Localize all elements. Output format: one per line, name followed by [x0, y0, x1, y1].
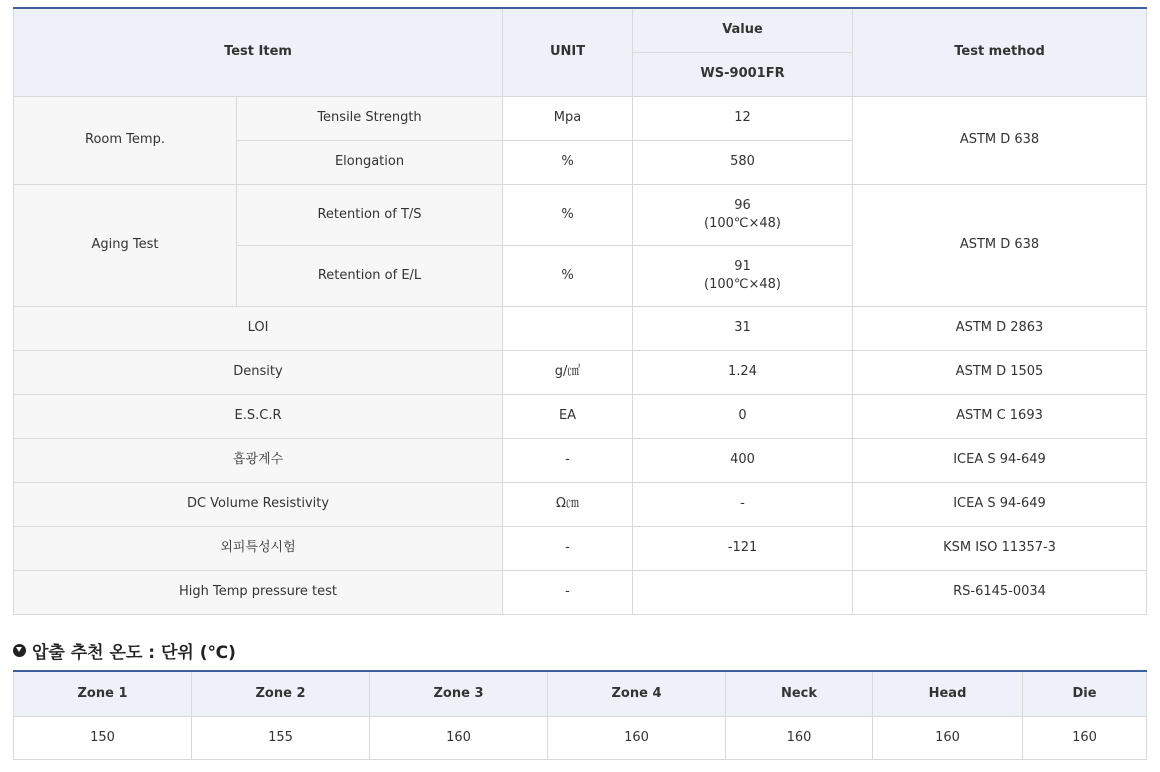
zone-header: Zone 4: [548, 671, 726, 717]
zone-value: 160: [873, 717, 1023, 760]
value-number: 91: [734, 258, 751, 274]
value-cell: 0: [633, 394, 853, 438]
item-cell: High Temp pressure test: [14, 570, 503, 614]
zone-value: 150: [14, 717, 192, 760]
section-title-text: 압출 추천 온도 : 단위 (℃): [32, 642, 236, 663]
item-cell: 흡광계수: [14, 438, 503, 482]
unit-cell: [503, 306, 633, 350]
zone-header: Zone 1: [14, 671, 192, 717]
value-cell: 31: [633, 306, 853, 350]
item-cell: 외피특성시험: [14, 526, 503, 570]
group-aging-test: Aging Test: [14, 184, 237, 306]
group-room-temp: Room Temp.: [14, 96, 237, 184]
zone-value: 160: [1023, 717, 1147, 760]
circle-down-arrow-icon: [13, 644, 26, 657]
spec-table-container: [13, 7, 1146, 615]
zones-table: [13, 670, 1147, 760]
unit-cell: %: [503, 245, 633, 306]
zone-header: Zone 3: [370, 671, 548, 717]
method-cell: ASTM D 638: [853, 184, 1147, 306]
spec-table: [13, 7, 1147, 615]
header-test-method: Test method: [853, 8, 1147, 96]
value-condition: (100℃×48): [704, 215, 782, 231]
method-cell: KSM ISO 11357-3: [853, 526, 1147, 570]
header-value: Value: [633, 8, 853, 52]
zones-table-container: [13, 670, 1146, 760]
unit-cell: -: [503, 570, 633, 614]
table-row: [14, 570, 1147, 614]
item-cell: Elongation: [237, 140, 503, 184]
zone-value: 160: [726, 717, 873, 760]
zone-value: 155: [192, 717, 370, 760]
value-cell: [633, 245, 853, 306]
table-row: [14, 96, 1147, 140]
item-cell: DC Volume Resistivity: [14, 482, 503, 526]
unit-cell: Mpa: [503, 96, 633, 140]
unit-cell: g/㎤: [503, 350, 633, 394]
table-row: [14, 526, 1147, 570]
method-cell: RS-6145-0034: [853, 570, 1147, 614]
method-cell: ICEA S 94-649: [853, 438, 1147, 482]
table-row: [14, 482, 1147, 526]
value-condition: (100℃×48): [704, 276, 782, 292]
header-product: WS-9001FR: [633, 52, 853, 96]
header-unit: UNIT: [503, 8, 633, 96]
item-cell: Tensile Strength: [237, 96, 503, 140]
value-cell: 580: [633, 140, 853, 184]
item-cell: Density: [14, 350, 503, 394]
zone-header: Die: [1023, 671, 1147, 717]
table-row: [14, 394, 1147, 438]
item-cell: Retention of E/L: [237, 245, 503, 306]
table-row: [14, 184, 1147, 245]
unit-cell: EA: [503, 394, 633, 438]
method-cell: ASTM D 638: [853, 96, 1147, 184]
value-cell: -: [633, 482, 853, 526]
section-heading: [13, 638, 236, 662]
value-cell: -121: [633, 526, 853, 570]
table-row: [14, 350, 1147, 394]
method-cell: ASTM C 1693: [853, 394, 1147, 438]
unit-cell: -: [503, 526, 633, 570]
zone-header: Head: [873, 671, 1023, 717]
zone-value: 160: [548, 717, 726, 760]
zones-value-row: [14, 717, 1147, 760]
value-cell: 1.24: [633, 350, 853, 394]
value-cell: 12: [633, 96, 853, 140]
value-cell: [633, 570, 853, 614]
unit-cell: -: [503, 438, 633, 482]
zone-value: 160: [370, 717, 548, 760]
method-cell: ICEA S 94-649: [853, 482, 1147, 526]
zone-header: Zone 2: [192, 671, 370, 717]
item-cell: Retention of T/S: [237, 184, 503, 245]
zone-header: Neck: [726, 671, 873, 717]
item-cell: LOI: [14, 306, 503, 350]
table-row: [14, 306, 1147, 350]
header-test-item: Test Item: [14, 8, 503, 96]
unit-cell: %: [503, 140, 633, 184]
item-cell: E.S.C.R: [14, 394, 503, 438]
value-cell: [633, 184, 853, 245]
unit-cell: %: [503, 184, 633, 245]
method-cell: ASTM D 2863: [853, 306, 1147, 350]
table-row: [14, 438, 1147, 482]
value-number: 96: [734, 197, 751, 213]
zones-header-row: [14, 671, 1147, 717]
unit-cell: Ω㎝: [503, 482, 633, 526]
value-cell: 400: [633, 438, 853, 482]
method-cell: ASTM D 1505: [853, 350, 1147, 394]
